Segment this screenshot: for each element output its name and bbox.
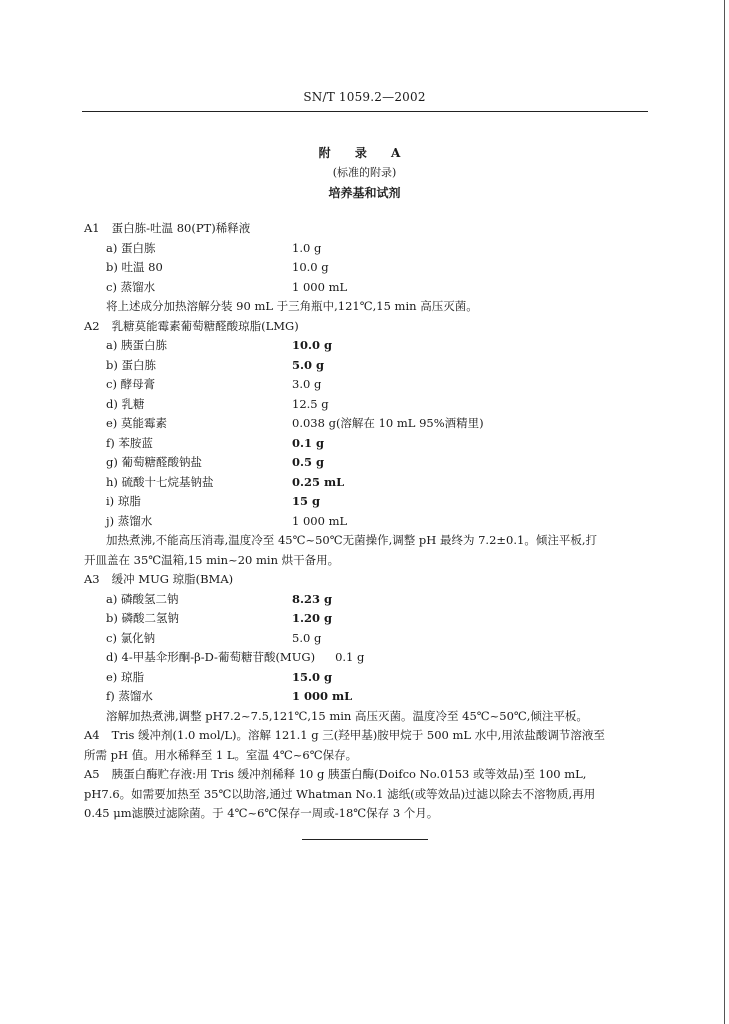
- item-value: 5.0 g: [292, 630, 322, 645]
- section-title: 缓冲 MUG 琼脂(BMA): [111, 572, 234, 586]
- item-label: c) 氯化钠: [106, 630, 156, 645]
- section-note: 溶解加热煮沸,调整 pH7.2~7.5,121℃,15 min 高压灭菌。温度冷至 45℃~50℃,倾注平板。: [106, 708, 588, 723]
- item-label: a) 胰蛋白胨: [106, 338, 167, 352]
- item-label: b) 蛋白胨: [106, 357, 157, 372]
- item-label: d) 乳糖: [106, 396, 145, 411]
- section-title: 乳糖莫能霉素葡萄糖醛酸琼脂(LMG): [111, 318, 299, 333]
- section-a2-heading: [84, 317, 650, 337]
- list-item: [84, 609, 650, 629]
- section-text: Tris 缓冲剂(1.0 mol/L)。溶解 121.1 g 三(羟甲基)胺甲烷于 500 mL 水中,用浓盐酸调节溶液至: [111, 728, 605, 742]
- item-label: b) 磷酸二氢钠: [106, 611, 180, 625]
- section-title: 蛋白胨-吐温 80(PT)稀释液: [111, 221, 251, 235]
- section-number: A4: [84, 728, 100, 742]
- item-label: g) 葡萄糖醛酸钠盐: [106, 455, 203, 469]
- list-item: [84, 395, 650, 415]
- list-item: [84, 473, 650, 493]
- item-value: 10.0 g: [292, 338, 333, 352]
- list-item: [84, 492, 650, 512]
- item-label: j) 蒸馏水: [106, 513, 153, 528]
- list-item: [84, 434, 650, 454]
- item-label: e) 琼脂: [106, 669, 144, 684]
- section-note: 将上述成分加热溶解分装 90 mL 于三角瓶中,121℃,15 min 高压灭菌。: [106, 299, 478, 313]
- item-label: c) 蒸馏水: [106, 279, 156, 294]
- section-note-line-1: 加热煮沸,不能高压消毒,温度冷至 45℃~50℃无菌操作,调整 pH 最终为 7.2±0.1。倾注平板,打: [106, 533, 597, 547]
- item-value: 5.0 g: [292, 357, 325, 372]
- item-value: 0.1 g: [292, 435, 325, 450]
- item-value: 0.5 g: [292, 455, 325, 469]
- end-rule: [302, 839, 428, 840]
- item-label: f) 苯胺蓝: [106, 435, 153, 450]
- appendix-heading: 培养基和试剂: [328, 186, 401, 200]
- list-item: [84, 648, 650, 668]
- list-item: [84, 453, 650, 473]
- item-label: f) 蒸馏水: [106, 689, 153, 703]
- list-item: [84, 239, 650, 259]
- section-note-line-2: 开皿盖在 35℃温箱,15 min~20 min 烘干备用。: [84, 552, 340, 567]
- standard-code: SN/T 1059.2—2002: [303, 90, 426, 104]
- list-item: [84, 629, 650, 649]
- list-item: [84, 414, 650, 434]
- section-text: 胰蛋白酶贮存液:用 Tris 缓冲剂稀释 10 g 胰蛋白酶(Doifco No.0153 或等效品)至 100 mL,: [111, 767, 587, 781]
- section-a4-line-2: 所需 pH 值。用水稀释至 1 L。室温 4℃~6℃保存。: [84, 747, 358, 762]
- section-a5-line-3: 0.45 μm滤膜过滤除菌。于 4℃~6℃保存一周或-18℃保存 3 个月。: [84, 806, 439, 820]
- scan-edge: [724, 0, 725, 1024]
- item-value: 1.20 g: [292, 611, 333, 625]
- list-item: [84, 375, 650, 395]
- item-value: 0.1 g: [335, 650, 365, 664]
- list-item: [84, 258, 650, 278]
- appendix-subtitle: (标准的附录): [332, 166, 397, 179]
- item-label: a) 磷酸氢二钠: [106, 591, 179, 606]
- item-label: h) 硫酸十七烷基钠盐: [106, 474, 214, 489]
- item-value: 1.0 g: [292, 240, 322, 255]
- section-number: A1: [84, 221, 100, 235]
- item-label: c) 酵母膏: [106, 377, 156, 391]
- item-value: 0.038 g(溶解在 10 mL 95%酒精里): [292, 416, 484, 430]
- item-value: 15.0 g: [292, 669, 333, 684]
- item-value: 3.0 g: [292, 377, 322, 391]
- section-number: A2: [84, 318, 100, 333]
- section-a5-line-1: [84, 765, 650, 785]
- appendix-content: [84, 219, 650, 824]
- list-item: [84, 278, 650, 298]
- list-item: [84, 590, 650, 610]
- item-value: 0.25 mL: [292, 474, 345, 489]
- appendix-titles: [0, 143, 729, 203]
- item-value: 1 000 mL: [292, 279, 348, 294]
- list-item: [84, 356, 650, 376]
- section-number: A3: [84, 572, 100, 586]
- section-a5-line-2: pH7.6。如需要加热至 35℃以助溶,通过 Whatman No.1 滤纸(或等效品)过滤以除去不溶物质,再用: [84, 786, 596, 801]
- section-a1-heading: [84, 219, 650, 239]
- header-rule: [82, 111, 648, 112]
- item-value: 10.0 g: [292, 260, 329, 274]
- item-value: 12.5 g: [292, 396, 329, 411]
- item-value: 1 000 mL: [292, 689, 353, 703]
- item-value: 1 000 mL: [292, 513, 348, 528]
- section-number: A5: [84, 767, 100, 781]
- item-value: 8.23 g: [292, 591, 333, 606]
- list-item: [84, 668, 650, 688]
- item-label: a) 蛋白胨: [106, 240, 156, 255]
- section-a3-heading: [84, 570, 650, 590]
- section-a4-line-1: [84, 726, 650, 746]
- item-label: i) 琼脂: [106, 494, 141, 508]
- item-label: b) 吐温 80: [106, 260, 163, 274]
- list-item: [84, 512, 650, 532]
- list-item: [84, 336, 650, 356]
- item-value: 15 g: [292, 494, 321, 508]
- appendix-title: 附 录 A: [318, 146, 411, 160]
- item-label: d) 4-甲基伞形酮-β-D-葡萄糖苷酸(MUG): [106, 650, 316, 664]
- list-item: [84, 687, 650, 707]
- item-label: e) 莫能霉素: [106, 416, 167, 430]
